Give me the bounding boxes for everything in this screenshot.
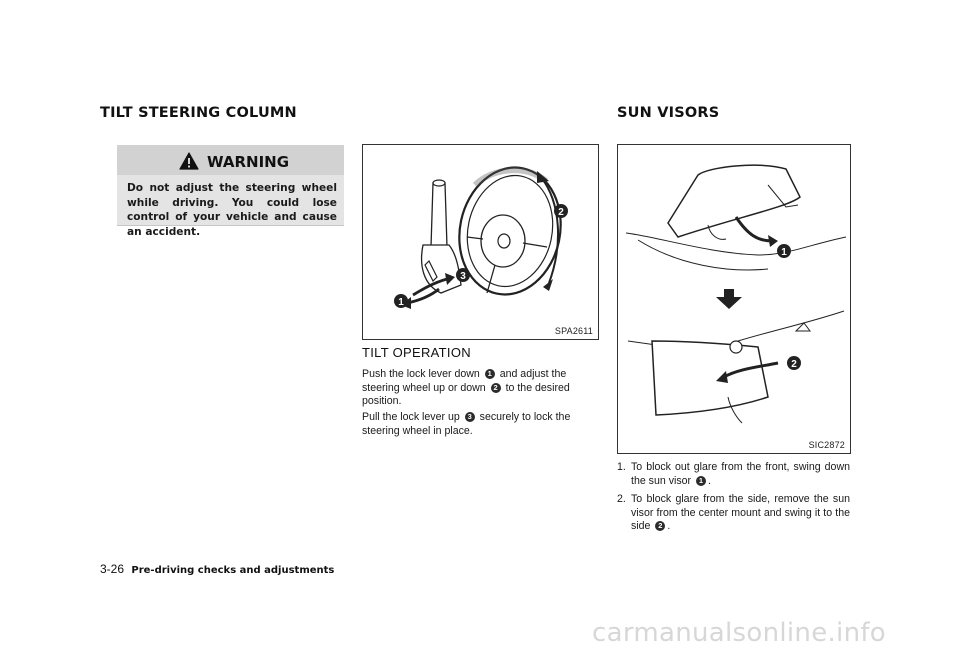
badge-2: 2: [655, 521, 665, 531]
figure-steering-column: [362, 144, 599, 340]
figure-caption: SPA2611: [554, 326, 593, 336]
page-footer: [100, 562, 334, 576]
callout-1: [394, 294, 408, 308]
callout-1: [777, 244, 791, 258]
section-heading-sun-visors: SUN VISORS: [617, 105, 720, 121]
svg-text:2: 2: [558, 207, 564, 218]
svg-text:2: 2: [791, 359, 797, 370]
warning-title: WARNING: [207, 153, 290, 171]
list-item: 1. To block out glare from the front, swing down the sun visor 1 .: [617, 461, 850, 487]
badge-1: 1: [696, 476, 706, 486]
section-heading-tilt-steering-column: TILT STEERING COLUMN: [100, 105, 297, 121]
warning-text: Do not adjust the steering wheel while driving. You could lose control of your vehicle and cause an accident.: [127, 182, 337, 238]
callout-2: [787, 356, 801, 370]
warning-triangle-icon: [179, 152, 199, 170]
callout-3: [456, 268, 470, 282]
section-name: Pre-driving checks and adjustments: [131, 565, 335, 576]
watermark: carmanualsonline.info: [592, 618, 887, 648]
badge-3: 3: [465, 412, 475, 422]
svg-text:1: 1: [781, 247, 787, 258]
page-number: 3-26: [100, 562, 125, 576]
warning-box: [117, 145, 344, 238]
svg-text:3: 3: [460, 271, 466, 282]
tilt-instruction-2: Pull the lock lever up 3 securely to lock the steering wheel in place.: [362, 411, 571, 437]
sun-visor-illustration: [618, 145, 850, 453]
svg-text:1: 1: [398, 297, 404, 308]
figure-caption: SIC2872: [808, 440, 845, 450]
badge-1: 1: [485, 369, 495, 379]
callout-2: [554, 204, 568, 218]
tilt-instruction-1: Push the lock lever down 1 and adjust the steering wheel up or down 2 to the desired position.: [362, 368, 570, 407]
list-item: 2. To block glare from the side, remove the sun visor from the center mount and swing it to the side 2 .: [617, 493, 850, 532]
warning-header: [117, 145, 344, 175]
figure-sun-visors: [617, 144, 851, 454]
steering-column-illustration: [363, 145, 598, 339]
subheading-tilt-operation: TILT OPERATION: [362, 345, 471, 360]
badge-2: 2: [491, 383, 501, 393]
